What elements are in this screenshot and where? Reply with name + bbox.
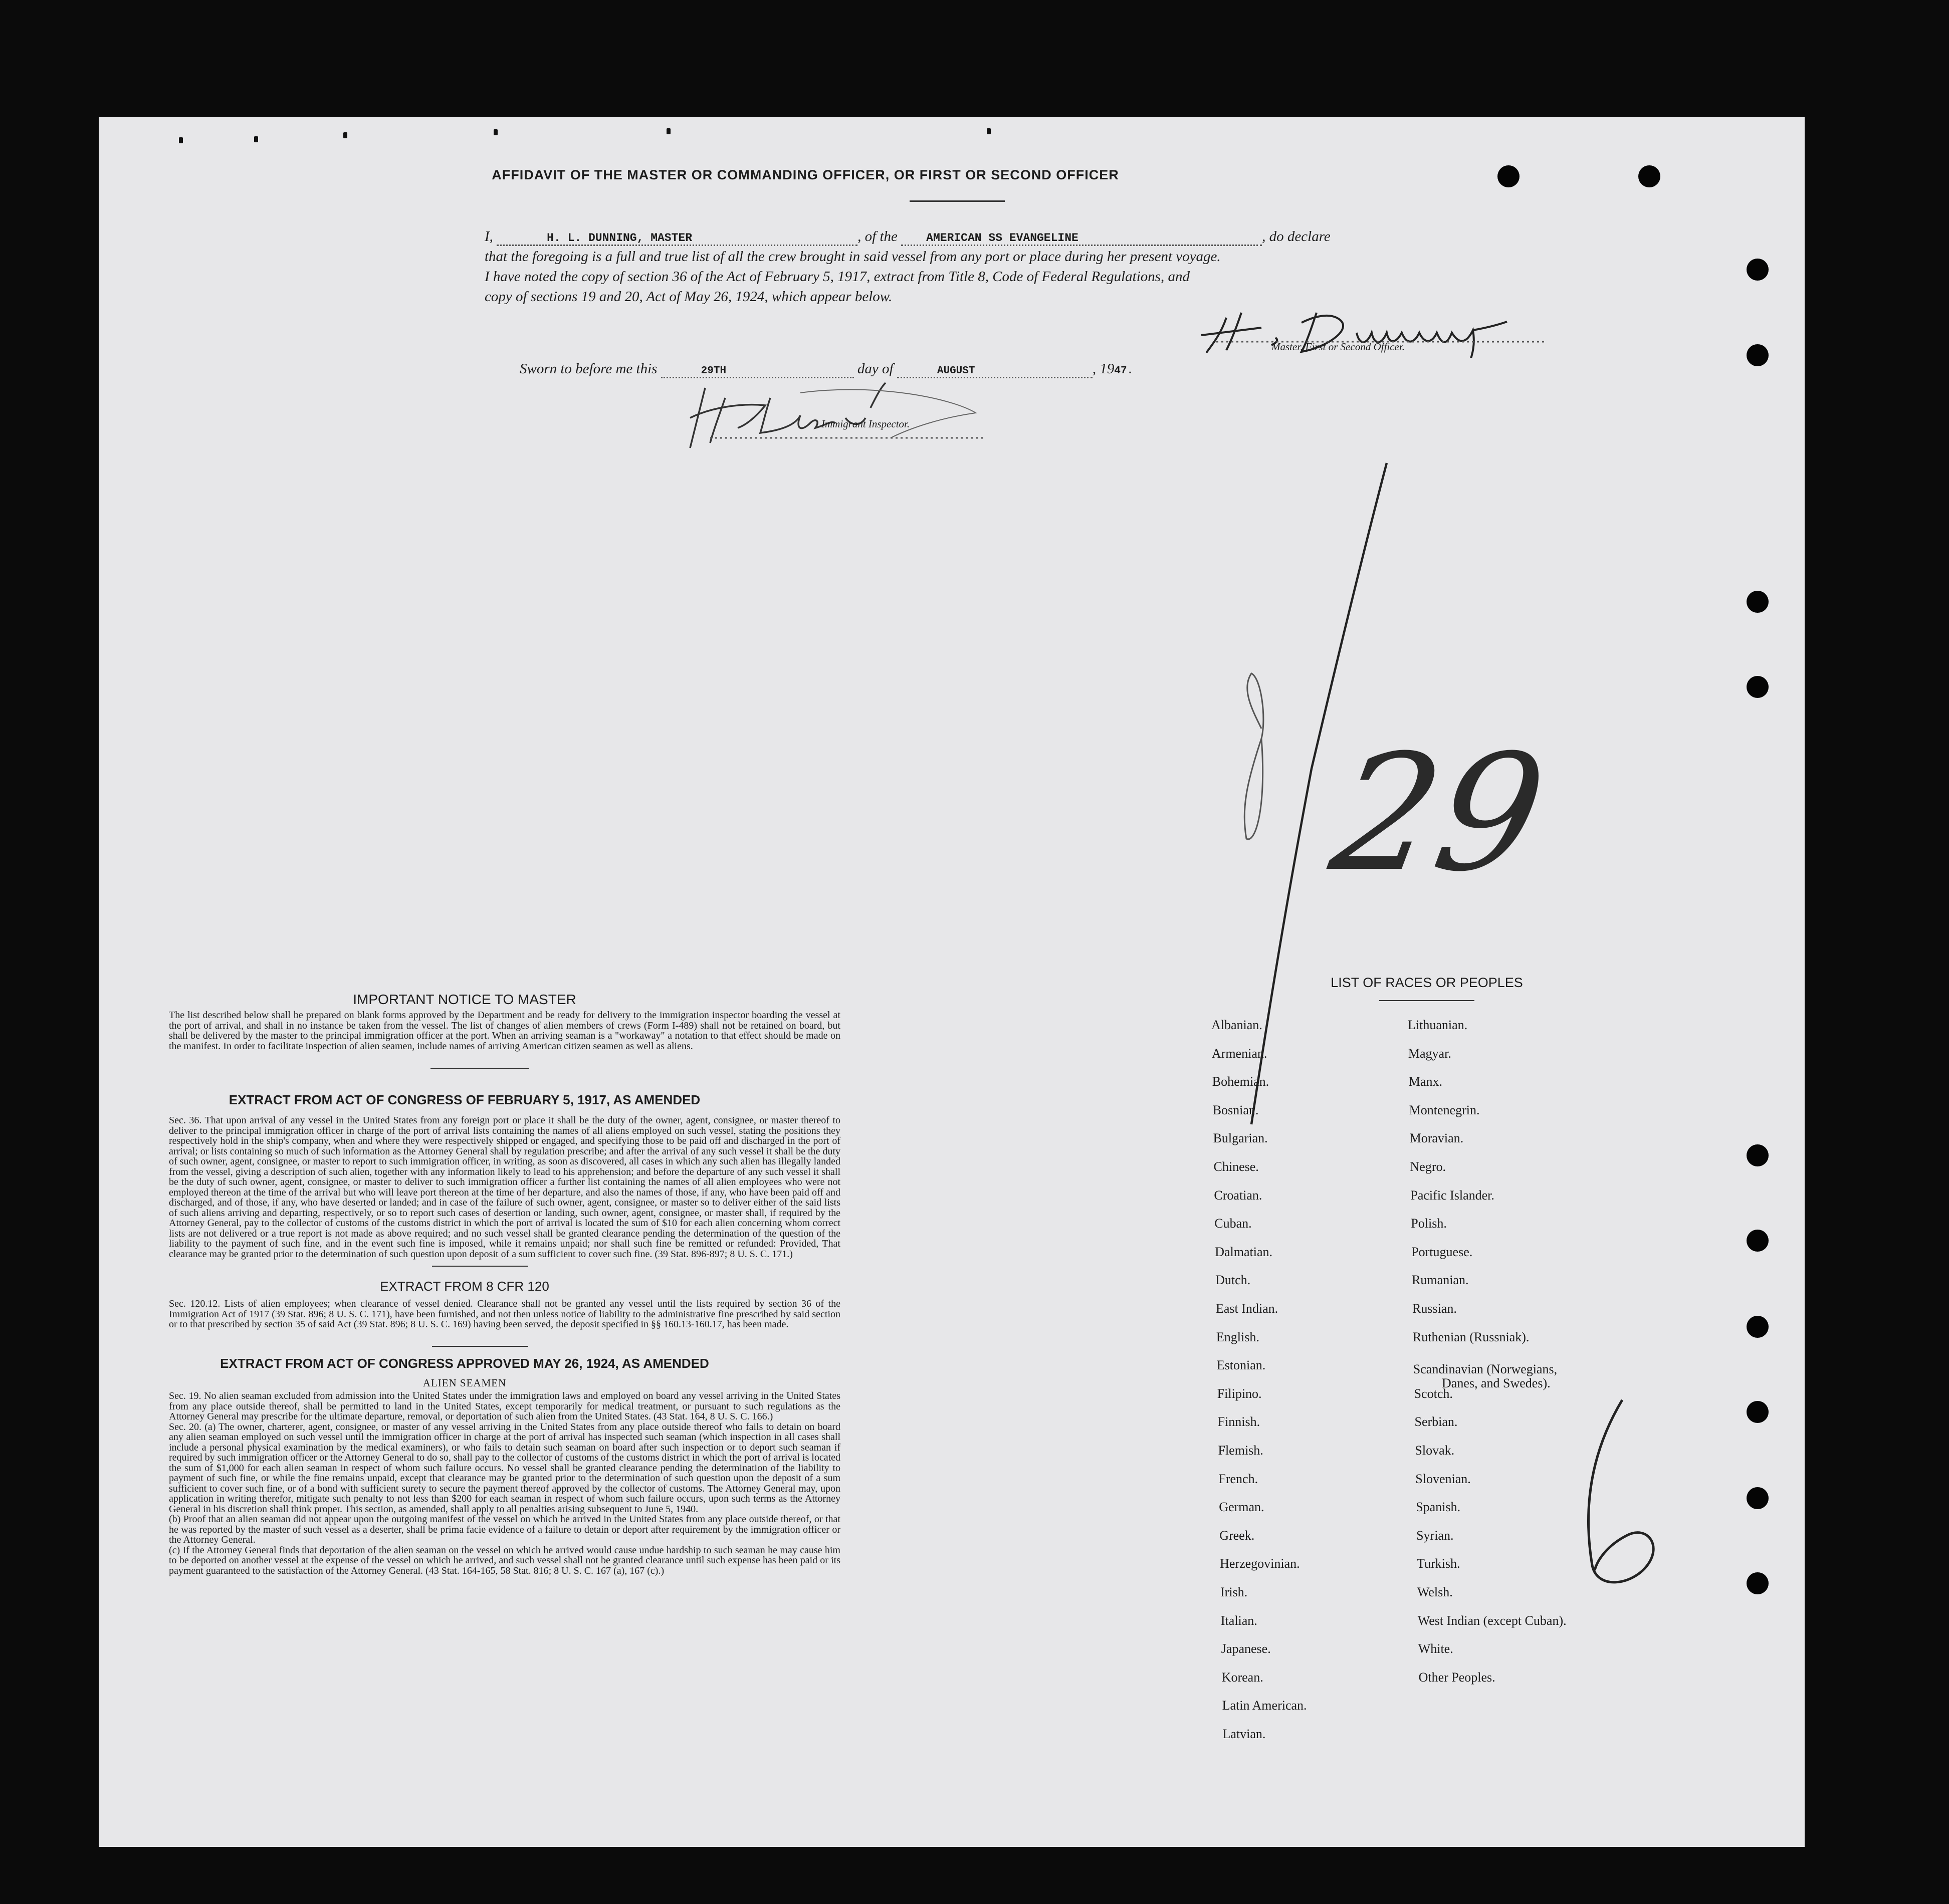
race-item: Albanian. <box>1211 1018 1262 1032</box>
sec-20b-text: (b) Proof that an alien seaman did not appear upon the outgoing manifest of the vessel on which he arrived in the United States from any place outside thereof, or that he was reported by the master of such vessel as a deserter, shall be prima facie evidence of a failure to detain or deport after requirement by the immigration officer or the Attorney General. <box>169 1514 840 1545</box>
race-item: Slovak. <box>1415 1443 1455 1458</box>
race-item: Danes, and Swedes). <box>1442 1376 1551 1391</box>
master-caption: Master, First or Second Officer. <box>1271 341 1405 353</box>
declaration-line-1 <box>485 228 1512 246</box>
race-item: Slovenian. <box>1415 1471 1471 1486</box>
extract-1924-sections <box>169 1391 840 1576</box>
print-mark <box>987 128 991 134</box>
race-item: Ruthenian (Russniak). <box>1412 1329 1530 1344</box>
race-item: Rumanian. <box>1412 1273 1469 1288</box>
race-item: Japanese. <box>1221 1641 1271 1656</box>
sworn-month: AUGUST <box>937 365 975 377</box>
sworn-year: 47. <box>1114 365 1134 377</box>
binder-hole <box>1747 1230 1769 1252</box>
declarant-prefix: I, <box>485 228 493 245</box>
affidavit-title: AFFIDAVIT OF THE MASTER OR COMMANDING OFFICER, OR FIRST OR SECOND OFFICER <box>492 167 1119 182</box>
race-item: Magyar. <box>1408 1046 1451 1061</box>
race-item: Scandinavian (Norwegians, <box>1413 1362 1558 1377</box>
binder-hole <box>1638 165 1660 187</box>
extract-1924-title: EXTRACT FROM ACT OF CONGRESS APPROVED MAY 26, 1924, AS AMENDED <box>220 1356 709 1371</box>
vessel-field <box>901 231 1262 246</box>
race-item: Polish. <box>1411 1216 1447 1231</box>
race-item: Latvian. <box>1222 1727 1266 1741</box>
race-item: French. <box>1218 1471 1258 1486</box>
sworn-day: 29TH <box>701 365 727 377</box>
race-item: Italian. <box>1220 1613 1257 1628</box>
race-item: Lithuanian. <box>1408 1018 1468 1032</box>
race-item: Spanish. <box>1416 1500 1461 1515</box>
declaration-line-4: copy of sections 19 and 20, Act of May 26, 1924, which appear below. <box>485 289 893 305</box>
race-item: West Indian (except Cuban). <box>1417 1613 1567 1628</box>
races-divider <box>1379 1000 1474 1001</box>
sec-20a-text: Sec. 20. (a) The owner, charterer, agent, consignee, or master of any vessel arriving in the United States from any place outside thereof who fails to detain on board any alien seaman employed on such vessel until the immigration officer in charge at the port of arrival has inspected such seaman (which inspection in all cases shall include a personal physical examination by the medical examiners), or who fails to detain such seaman on board after such inspection or to deport such seaman if required by such immigration officer or the Attorney General to do so, shall pay to the collector of customs of the customs district in which the port of arrival is located the sum of $1,000 for each alien seaman in respect of whom such failure occurs. No vessel shall be granted clearance pending the determination of the liability to payment of such fine, or while the fine remains unpaid, except that clearance may be granted prior to the determination of such question upon the deposit of a sum sufficient to cover such fine, or of a bond with sufficient surety to secure the payment thereof approved by the collector of customs. The Attorney General may, upon application in writing therefor, mitigate such penalty to not less than $200 for each seaman in respect of whom such failure occurs, upon such terms as the Attorney General in his discretion shall think proper. This section, as amended, shall apply to all penalties arising subsequent to June 5, 1940. <box>169 1421 840 1515</box>
race-item: Portuguese. <box>1411 1244 1473 1259</box>
notice-title: IMPORTANT NOTICE TO MASTER <box>353 992 576 1007</box>
notice-divider <box>430 1068 529 1069</box>
document-page <box>99 117 1805 1847</box>
sworn-text: Sworn to before me this <box>520 361 658 377</box>
race-item: Dalmatian. <box>1215 1244 1272 1259</box>
sworn-day-field <box>661 365 854 378</box>
race-item: Moravian. <box>1409 1131 1464 1146</box>
handwritten-page-number-mark <box>1547 1390 1677 1600</box>
extract-1924-subtitle: ALIEN SEAMEN <box>422 1377 507 1389</box>
race-item: East Indian. <box>1216 1301 1278 1316</box>
vessel-name: AMERICAN SS EVANGELINE <box>926 231 1078 245</box>
race-item: Herzegovinian. <box>1220 1556 1300 1571</box>
binder-hole <box>1747 1144 1769 1166</box>
race-item: Negro. <box>1410 1159 1446 1174</box>
sec-20c-text: (c) If the Attorney General finds that deportation of the alien seaman on the vessel on which he arrived would cause undue hardship to such seaman he may cause him to be deported on another vessel at the expense of the vessel on which he arrived, and such vessel shall not be granted clearance until such expense has been paid or its payment guaranteed to the satisfaction of the Attorney General. (43 Stat. 164-165, 58 Stat. 816; 8 U. S. C. 167 (a), 167 (c).) <box>169 1544 840 1576</box>
binder-hole <box>1747 1401 1769 1423</box>
title-divider <box>910 200 1005 202</box>
declarant-field <box>497 231 857 246</box>
race-item: Bosnian. <box>1212 1102 1259 1117</box>
race-item: Serbian. <box>1414 1414 1458 1430</box>
binder-hole <box>1747 1316 1769 1338</box>
race-item: Armenian. <box>1211 1046 1267 1061</box>
extract-cfr-title: EXTRACT FROM 8 CFR 120 <box>380 1279 549 1294</box>
extract-1917-body: Sec. 36. That upon arrival of any vessel in the United States from any foreign port or place it shall be the duty of the owner, agent, consignee, or master thereof to deliver to the principal immigration officer in charge of the port of arrival lists containing the names of all aliens employed on such vessel, stating the positions they respectively hold in the ship's company, when and where they were respectively shipped or engaged, and specifying those to be paid off and discharged in the port of arrival; or lists containing so much of such information as the Attorney General shall by regulation prescribe; and after the arrival of any such vessel it shall be the duty of such owner, agent, consignee, or master to report to such immigration officer, in writing, as soon as discovered, all cases in which any such alien has illegally landed from the vessel, giving a description of such alien, together with any information likely to lead to his apprehension; and before the departure of any such vessel it shall be the duty of such owner, agent, consignee, or master to deliver to such immigration officer a further list containing the names of all alien employees who were not employed thereon at the time of the arrival but who will leave port thereon at the time of her departure, and also the names of those, if any, who have been paid off and discharged, and of those, if any, who have deserted or landed; and in case of the failure of such owner, agent, consignee, or master so to deliver either of the said lists of such aliens arriving and departing, respectively, or so to report such cases of desertion or landing, such owner, agent, consignee, or master shall, if required by the Attorney General, pay to the collector of customs of the customs district in which the port of arrival is located the sum of $10 for each alien concerning whom correct lists are not delivered or a true report is not made as above required; and no such vessel shall be granted clearance pending the determination of the question of the liability to the payment of such fine, and in the event such fine is imposed, while it remains unpaid; nor shall such fine be remitted or refunded: Provided, That clearance may be granted prior to the determination of such question upon deposit of a sum sufficient to cover such fine. (39 Stat. 896-897; 8 U. S. C. 171.) <box>169 1115 840 1260</box>
sec-19-text: Sec. 19. No alien seaman excluded from admission into the United States under the immigration laws and employed on board any vessel arriving in the United States from any place outside thereof, shall be permitted to land in the United States, except temporarily for medical treatment, or pursuant to such regulations as the Attorney General may prescribe for the ultimate departure, removal, or deportation of such alien from the United States. (43 Stat. 164, 8 U. S. C. 166.) <box>169 1390 840 1422</box>
notice-body: The list described below shall be prepared on blank forms approved by the Department and be ready for delivery to the immigration inspector boarding the vessel at the port of arrival, and shall in no instance be taken from the vessel. The list of changes of alien members of crews (Form I-489) shall not be retained on board, but shall be delivered by the master to the principal immigration officer at the port. When an arriving seaman is a "workaway" a notation to that effect should be made on the manifest. In order to facilitate inspection of alien seamen, include names of arriving American citizen seamen as well as aliens. <box>169 1010 840 1052</box>
print-mark <box>667 128 671 134</box>
print-mark <box>254 136 258 142</box>
binder-hole <box>1747 591 1769 613</box>
race-item: White. <box>1418 1641 1453 1656</box>
race-item: Croatian. <box>1214 1187 1262 1203</box>
year-prefix: , 19 <box>1092 361 1115 377</box>
extract-1917-divider <box>432 1266 528 1267</box>
race-item: Flemish. <box>1218 1443 1263 1458</box>
binder-hole <box>1747 1572 1769 1594</box>
binder-hole <box>1747 676 1769 698</box>
print-mark <box>494 129 498 135</box>
binder-hole <box>1747 259 1769 281</box>
binder-hole <box>1497 165 1520 187</box>
race-item: Bohemian. <box>1212 1074 1269 1089</box>
race-item: Scotch. <box>1414 1386 1453 1401</box>
declaration-line-3: I have noted the copy of section 36 of the Act of February 5, 1917, extract from Title 8, Code of Federal Regulations, and <box>485 269 1190 285</box>
do-declare-text: , do declare <box>1262 228 1331 245</box>
extract-cfr-body: Sec. 120.12. Lists of alien employees; when clearance of vessel denied. Clearance shall not be granted any vessel until the lists required by section 36 of the Immigration Act of 1917 (39 Stat. 896; 8 U. S. C. 171), have been furnished, and not then unless notice of liability to the administrative fine prescribed by said section or to that prescribed by section 35 of said Act (39 Stat. 896; 8 U. S. C. 169) having been served, the deposit specified in §§ 160.13-160.17, has been made. <box>169 1298 840 1330</box>
race-item: Welsh. <box>1417 1585 1453 1599</box>
race-item: German. <box>1219 1500 1264 1515</box>
race-item: Russian. <box>1412 1301 1457 1316</box>
extract-1917-title: EXTRACT FROM ACT OF CONGRESS OF FEBRUARY 5, 1917, AS AMENDED <box>229 1092 701 1107</box>
sworn-month-field <box>897 365 1093 378</box>
sworn-line <box>520 361 1133 378</box>
race-item: Bulgarian. <box>1213 1131 1268 1146</box>
race-item: Syrian. <box>1416 1528 1454 1543</box>
print-mark <box>179 137 183 143</box>
race-item: Turkish. <box>1417 1556 1460 1571</box>
race-item: Estonian. <box>1216 1358 1266 1373</box>
day-of-text: day of <box>857 361 894 377</box>
race-item: Irish. <box>1220 1585 1248 1599</box>
binder-hole <box>1747 344 1769 366</box>
inspector-caption: Immigrant Inspector. <box>821 418 910 430</box>
race-item: Greek. <box>1219 1528 1255 1543</box>
race-item: English. <box>1216 1329 1259 1344</box>
declarant-name: H. L. DUNNING, MASTER <box>547 231 693 245</box>
race-item: Montenegrin. <box>1409 1102 1480 1117</box>
extract-cfr-divider <box>432 1346 528 1347</box>
races-title: LIST OF RACES OR PEOPLES <box>1331 975 1523 990</box>
print-mark <box>343 132 347 138</box>
race-item: Dutch. <box>1215 1273 1251 1288</box>
race-item: Finnish. <box>1217 1414 1260 1430</box>
race-item: Other Peoples. <box>1418 1670 1495 1685</box>
handwritten-date-month <box>1226 668 1303 789</box>
handwritten-page-number <box>1577 1430 1597 1476</box>
race-item: Filipino. <box>1217 1386 1262 1401</box>
race-item: Korean. <box>1221 1670 1263 1685</box>
of-the-text: , of the <box>857 228 898 245</box>
handwritten-date-day: 29 <box>1320 721 1557 907</box>
binder-hole <box>1747 1487 1769 1509</box>
race-item: Latin American. <box>1222 1698 1307 1713</box>
race-item: Pacific Islander. <box>1410 1187 1494 1203</box>
declaration-line-2: that the foregoing is a full and true list of all the crew brought in said vessel from any port or place during her present voyage. <box>485 249 1221 265</box>
race-item: Manx. <box>1408 1074 1442 1089</box>
race-item: Chinese. <box>1213 1159 1259 1174</box>
race-item: Cuban. <box>1214 1216 1252 1231</box>
